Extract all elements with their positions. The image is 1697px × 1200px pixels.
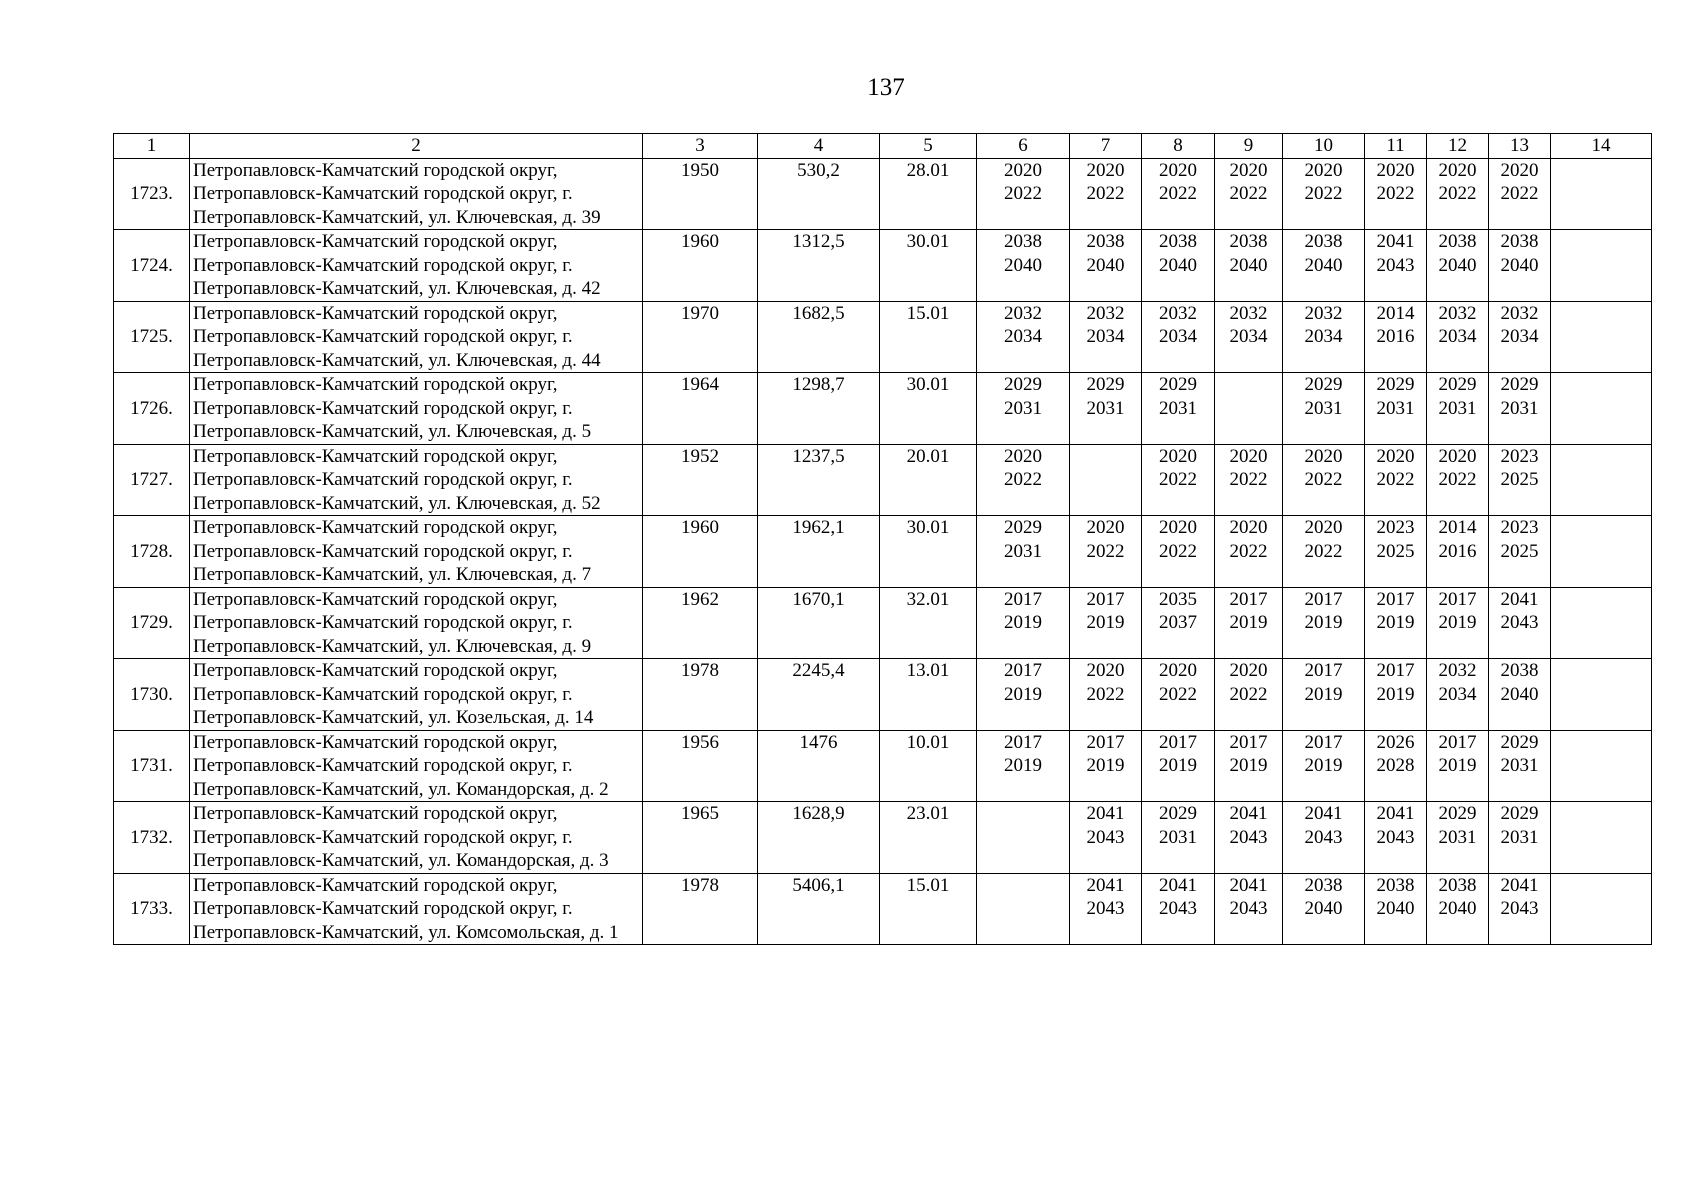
- notes-cell-14: [1551, 301, 1652, 373]
- area-cell: 1476: [758, 730, 880, 802]
- period-cell-12: 2017 2019: [1427, 730, 1489, 802]
- period-cell-6: 2017 2019: [977, 730, 1070, 802]
- period-cell-10: 2038 2040: [1283, 873, 1365, 945]
- notes-cell-14: [1551, 158, 1652, 230]
- row-number: 1733.: [114, 873, 190, 945]
- notes-cell-14: [1551, 587, 1652, 659]
- period-cell-6: 2017 2019: [977, 659, 1070, 731]
- build-year-cell: 1978: [643, 873, 758, 945]
- table-row: [114, 230, 1652, 302]
- period-cell-13: 2038 2040: [1489, 230, 1551, 302]
- period-cell-10: 2020 2022: [1283, 516, 1365, 588]
- period-cell-9: [1215, 373, 1283, 445]
- period-cell-8: 2020 2022: [1142, 516, 1215, 588]
- build-year-cell: 1960: [643, 230, 758, 302]
- period-cell-9: 2032 2034: [1215, 301, 1283, 373]
- code-cell: 30.01: [880, 230, 977, 302]
- period-cell-11: 2020 2022: [1365, 158, 1427, 230]
- period-cell-6: [977, 873, 1070, 945]
- column-number-row: [114, 134, 1652, 159]
- column-header: 8: [1142, 134, 1215, 159]
- code-cell: 13.01: [880, 659, 977, 731]
- address-cell: Петропавловск-Камчатский городской округ, Петропавловск-Камчатский городской округ, г. Петропавловск-Камчатский, ул. Ключевская, д. 7: [190, 516, 643, 588]
- period-cell-8: 2032 2034: [1142, 301, 1215, 373]
- period-cell-13: 2041 2043: [1489, 873, 1551, 945]
- period-cell-8: 2020 2022: [1142, 158, 1215, 230]
- address-cell: Петропавловск-Камчатский городской округ, Петропавловск-Камчатский городской округ, г. Петропавловск-Камчатский, ул. Ключевская, д. 44: [190, 301, 643, 373]
- code-cell: 20.01: [880, 444, 977, 516]
- address-cell: Петропавловск-Камчатский городской округ, Петропавловск-Камчатский городской округ, г. Петропавловск-Камчатский, ул. Комсомольская, д. 1: [190, 873, 643, 945]
- table-row: [114, 158, 1652, 230]
- area-cell: 530,2: [758, 158, 880, 230]
- period-cell-13: 2023 2025: [1489, 516, 1551, 588]
- row-number: 1731.: [114, 730, 190, 802]
- address-cell: Петропавловск-Камчатский городской округ, Петропавловск-Камчатский городской округ, г. Петропавловск-Камчатский, ул. Командорская, д. 2: [190, 730, 643, 802]
- row-number: 1724.: [114, 230, 190, 302]
- column-header: 5: [880, 134, 977, 159]
- period-cell-9: 2020 2022: [1215, 659, 1283, 731]
- row-number: 1729.: [114, 587, 190, 659]
- column-header: 9: [1215, 134, 1283, 159]
- row-number: 1727.: [114, 444, 190, 516]
- area-cell: 1298,7: [758, 373, 880, 445]
- address-cell: Петропавловск-Камчатский городской округ, Петропавловск-Камчатский городской округ, г. Петропавловск-Камчатский, ул. Ключевская, д. 42: [190, 230, 643, 302]
- table-row: [114, 587, 1652, 659]
- column-header: 4: [758, 134, 880, 159]
- period-cell-13: 2020 2022: [1489, 158, 1551, 230]
- period-cell-8: 2020 2022: [1142, 444, 1215, 516]
- period-cell-8: 2020 2022: [1142, 659, 1215, 731]
- period-cell-7: 2020 2022: [1070, 158, 1142, 230]
- period-cell-12: 2032 2034: [1427, 301, 1489, 373]
- column-header: 10: [1283, 134, 1365, 159]
- area-cell: 1628,9: [758, 802, 880, 874]
- period-cell-7: 2032 2034: [1070, 301, 1142, 373]
- period-cell-9: 2017 2019: [1215, 730, 1283, 802]
- build-year-cell: 1964: [643, 373, 758, 445]
- build-year-cell: 1962: [643, 587, 758, 659]
- notes-cell-14: [1551, 659, 1652, 731]
- period-cell-8: 2041 2043: [1142, 873, 1215, 945]
- period-cell-13: 2029 2031: [1489, 373, 1551, 445]
- column-header: 1: [114, 134, 190, 159]
- column-header: 13: [1489, 134, 1551, 159]
- column-header: 7: [1070, 134, 1142, 159]
- period-cell-7: 2038 2040: [1070, 230, 1142, 302]
- area-cell: 5406,1: [758, 873, 880, 945]
- code-cell: 28.01: [880, 158, 977, 230]
- column-header: 12: [1427, 134, 1489, 159]
- area-cell: 1682,5: [758, 301, 880, 373]
- build-year-cell: 1960: [643, 516, 758, 588]
- period-cell-7: 2020 2022: [1070, 659, 1142, 731]
- period-cell-11: 2038 2040: [1365, 873, 1427, 945]
- period-cell-6: [977, 802, 1070, 874]
- area-cell: 1670,1: [758, 587, 880, 659]
- code-cell: 23.01: [880, 802, 977, 874]
- table-row: [114, 659, 1652, 731]
- period-cell-11: 2041 2043: [1365, 230, 1427, 302]
- period-cell-7: 2041 2043: [1070, 873, 1142, 945]
- notes-cell-14: [1551, 516, 1652, 588]
- table-row: [114, 444, 1652, 516]
- period-cell-12: 2038 2040: [1427, 873, 1489, 945]
- address-cell: Петропавловск-Камчатский городской округ, Петропавловск-Камчатский городской округ, г. Петропавловск-Камчатский, ул. Козельская, д. 14: [190, 659, 643, 731]
- period-cell-12: 2032 2034: [1427, 659, 1489, 731]
- period-cell-10: 2017 2019: [1283, 730, 1365, 802]
- period-cell-12: 2029 2031: [1427, 373, 1489, 445]
- period-cell-13: 2041 2043: [1489, 587, 1551, 659]
- code-cell: 15.01: [880, 873, 977, 945]
- period-cell-6: 2020 2022: [977, 158, 1070, 230]
- period-cell-7: 2017 2019: [1070, 730, 1142, 802]
- row-number: 1726.: [114, 373, 190, 445]
- period-cell-11: 2023 2025: [1365, 516, 1427, 588]
- area-cell: 1237,5: [758, 444, 880, 516]
- period-cell-11: 2026 2028: [1365, 730, 1427, 802]
- period-cell-11: 2041 2043: [1365, 802, 1427, 874]
- period-cell-11: 2029 2031: [1365, 373, 1427, 445]
- page-number: 137: [867, 74, 905, 101]
- period-cell-10: 2038 2040: [1283, 230, 1365, 302]
- period-cell-9: 2017 2019: [1215, 587, 1283, 659]
- period-cell-7: 2041 2043: [1070, 802, 1142, 874]
- period-cell-9: 2020 2022: [1215, 516, 1283, 588]
- period-cell-13: 2023 2025: [1489, 444, 1551, 516]
- period-cell-12: 2020 2022: [1427, 158, 1489, 230]
- period-cell-13: 2029 2031: [1489, 802, 1551, 874]
- period-cell-6: 2029 2031: [977, 516, 1070, 588]
- table-row: [114, 730, 1652, 802]
- period-cell-10: 2020 2022: [1283, 444, 1365, 516]
- column-header: 3: [643, 134, 758, 159]
- code-cell: 15.01: [880, 301, 977, 373]
- area-cell: 1312,5: [758, 230, 880, 302]
- period-cell-10: 2017 2019: [1283, 659, 1365, 731]
- column-header: 11: [1365, 134, 1427, 159]
- address-cell: Петропавловск-Камчатский городской округ, Петропавловск-Камчатский городской округ, г. Петропавловск-Камчатский, ул. Ключевская, д. 39: [190, 158, 643, 230]
- period-cell-6: 2029 2031: [977, 373, 1070, 445]
- code-cell: 32.01: [880, 587, 977, 659]
- period-cell-8: 2029 2031: [1142, 373, 1215, 445]
- table-row: [114, 802, 1652, 874]
- period-cell-8: 2017 2019: [1142, 730, 1215, 802]
- period-cell-11: 2017 2019: [1365, 587, 1427, 659]
- period-cell-12: 2017 2019: [1427, 587, 1489, 659]
- row-number: 1730.: [114, 659, 190, 731]
- period-cell-11: 2020 2022: [1365, 444, 1427, 516]
- build-year-cell: 1965: [643, 802, 758, 874]
- period-cell-12: 2029 2031: [1427, 802, 1489, 874]
- notes-cell-14: [1551, 802, 1652, 874]
- build-year-cell: 1970: [643, 301, 758, 373]
- period-cell-11: 2017 2019: [1365, 659, 1427, 731]
- table-row: [114, 373, 1652, 445]
- column-header: 14: [1551, 134, 1652, 159]
- period-cell-10: 2029 2031: [1283, 373, 1365, 445]
- notes-cell-14: [1551, 444, 1652, 516]
- period-cell-7: [1070, 444, 1142, 516]
- period-cell-9: 2020 2022: [1215, 158, 1283, 230]
- period-cell-9: 2020 2022: [1215, 444, 1283, 516]
- period-cell-9: 2041 2043: [1215, 873, 1283, 945]
- period-cell-10: 2020 2022: [1283, 158, 1365, 230]
- notes-cell-14: [1551, 373, 1652, 445]
- build-year-cell: 1978: [643, 659, 758, 731]
- period-cell-8: 2029 2031: [1142, 802, 1215, 874]
- code-cell: 30.01: [880, 516, 977, 588]
- period-cell-13: 2032 2034: [1489, 301, 1551, 373]
- period-cell-6: 2017 2019: [977, 587, 1070, 659]
- period-cell-7: 2020 2022: [1070, 516, 1142, 588]
- period-cell-8: 2035 2037: [1142, 587, 1215, 659]
- period-cell-9: 2038 2040: [1215, 230, 1283, 302]
- period-cell-10: 2032 2034: [1283, 301, 1365, 373]
- code-cell: 30.01: [880, 373, 977, 445]
- row-number: 1723.: [114, 158, 190, 230]
- period-cell-6: 2038 2040: [977, 230, 1070, 302]
- address-cell: Петропавловск-Камчатский городской округ, Петропавловск-Камчатский городской округ, г. Петропавловск-Камчатский, ул. Командорская, д. 3: [190, 802, 643, 874]
- column-header: 6: [977, 134, 1070, 159]
- period-cell-10: 2017 2019: [1283, 587, 1365, 659]
- address-cell: Петропавловск-Камчатский городской округ, Петропавловск-Камчатский городской округ, г. Петропавловск-Камчатский, ул. Ключевская, д. 5: [190, 373, 643, 445]
- registry-table: [113, 133, 1652, 945]
- build-year-cell: 1952: [643, 444, 758, 516]
- column-header: 2: [190, 134, 643, 159]
- address-cell: Петропавловск-Камчатский городской округ, Петропавловск-Камчатский городской округ, г. Петропавловск-Камчатский, ул. Ключевская, д. 52: [190, 444, 643, 516]
- period-cell-6: 2032 2034: [977, 301, 1070, 373]
- period-cell-9: 2041 2043: [1215, 802, 1283, 874]
- table-body: [114, 158, 1652, 945]
- area-cell: 1962,1: [758, 516, 880, 588]
- address-cell: Петропавловск-Камчатский городской округ, Петропавловск-Камчатский городской округ, г. Петропавловск-Камчатский, ул. Ключевская, д. 9: [190, 587, 643, 659]
- period-cell-6: 2020 2022: [977, 444, 1070, 516]
- code-cell: 10.01: [880, 730, 977, 802]
- notes-cell-14: [1551, 230, 1652, 302]
- row-number: 1725.: [114, 301, 190, 373]
- build-year-cell: 1956: [643, 730, 758, 802]
- table-row: [114, 516, 1652, 588]
- period-cell-7: 2029 2031: [1070, 373, 1142, 445]
- row-number: 1728.: [114, 516, 190, 588]
- area-cell: 2245,4: [758, 659, 880, 731]
- notes-cell-14: [1551, 730, 1652, 802]
- table-row: [114, 301, 1652, 373]
- build-year-cell: 1950: [643, 158, 758, 230]
- period-cell-10: 2041 2043: [1283, 802, 1365, 874]
- period-cell-12: 2014 2016: [1427, 516, 1489, 588]
- table-row: [114, 873, 1652, 945]
- period-cell-12: 2020 2022: [1427, 444, 1489, 516]
- notes-cell-14: [1551, 873, 1652, 945]
- period-cell-13: 2029 2031: [1489, 730, 1551, 802]
- period-cell-7: 2017 2019: [1070, 587, 1142, 659]
- row-number: 1732.: [114, 802, 190, 874]
- period-cell-13: 2038 2040: [1489, 659, 1551, 731]
- period-cell-8: 2038 2040: [1142, 230, 1215, 302]
- period-cell-12: 2038 2040: [1427, 230, 1489, 302]
- period-cell-11: 2014 2016: [1365, 301, 1427, 373]
